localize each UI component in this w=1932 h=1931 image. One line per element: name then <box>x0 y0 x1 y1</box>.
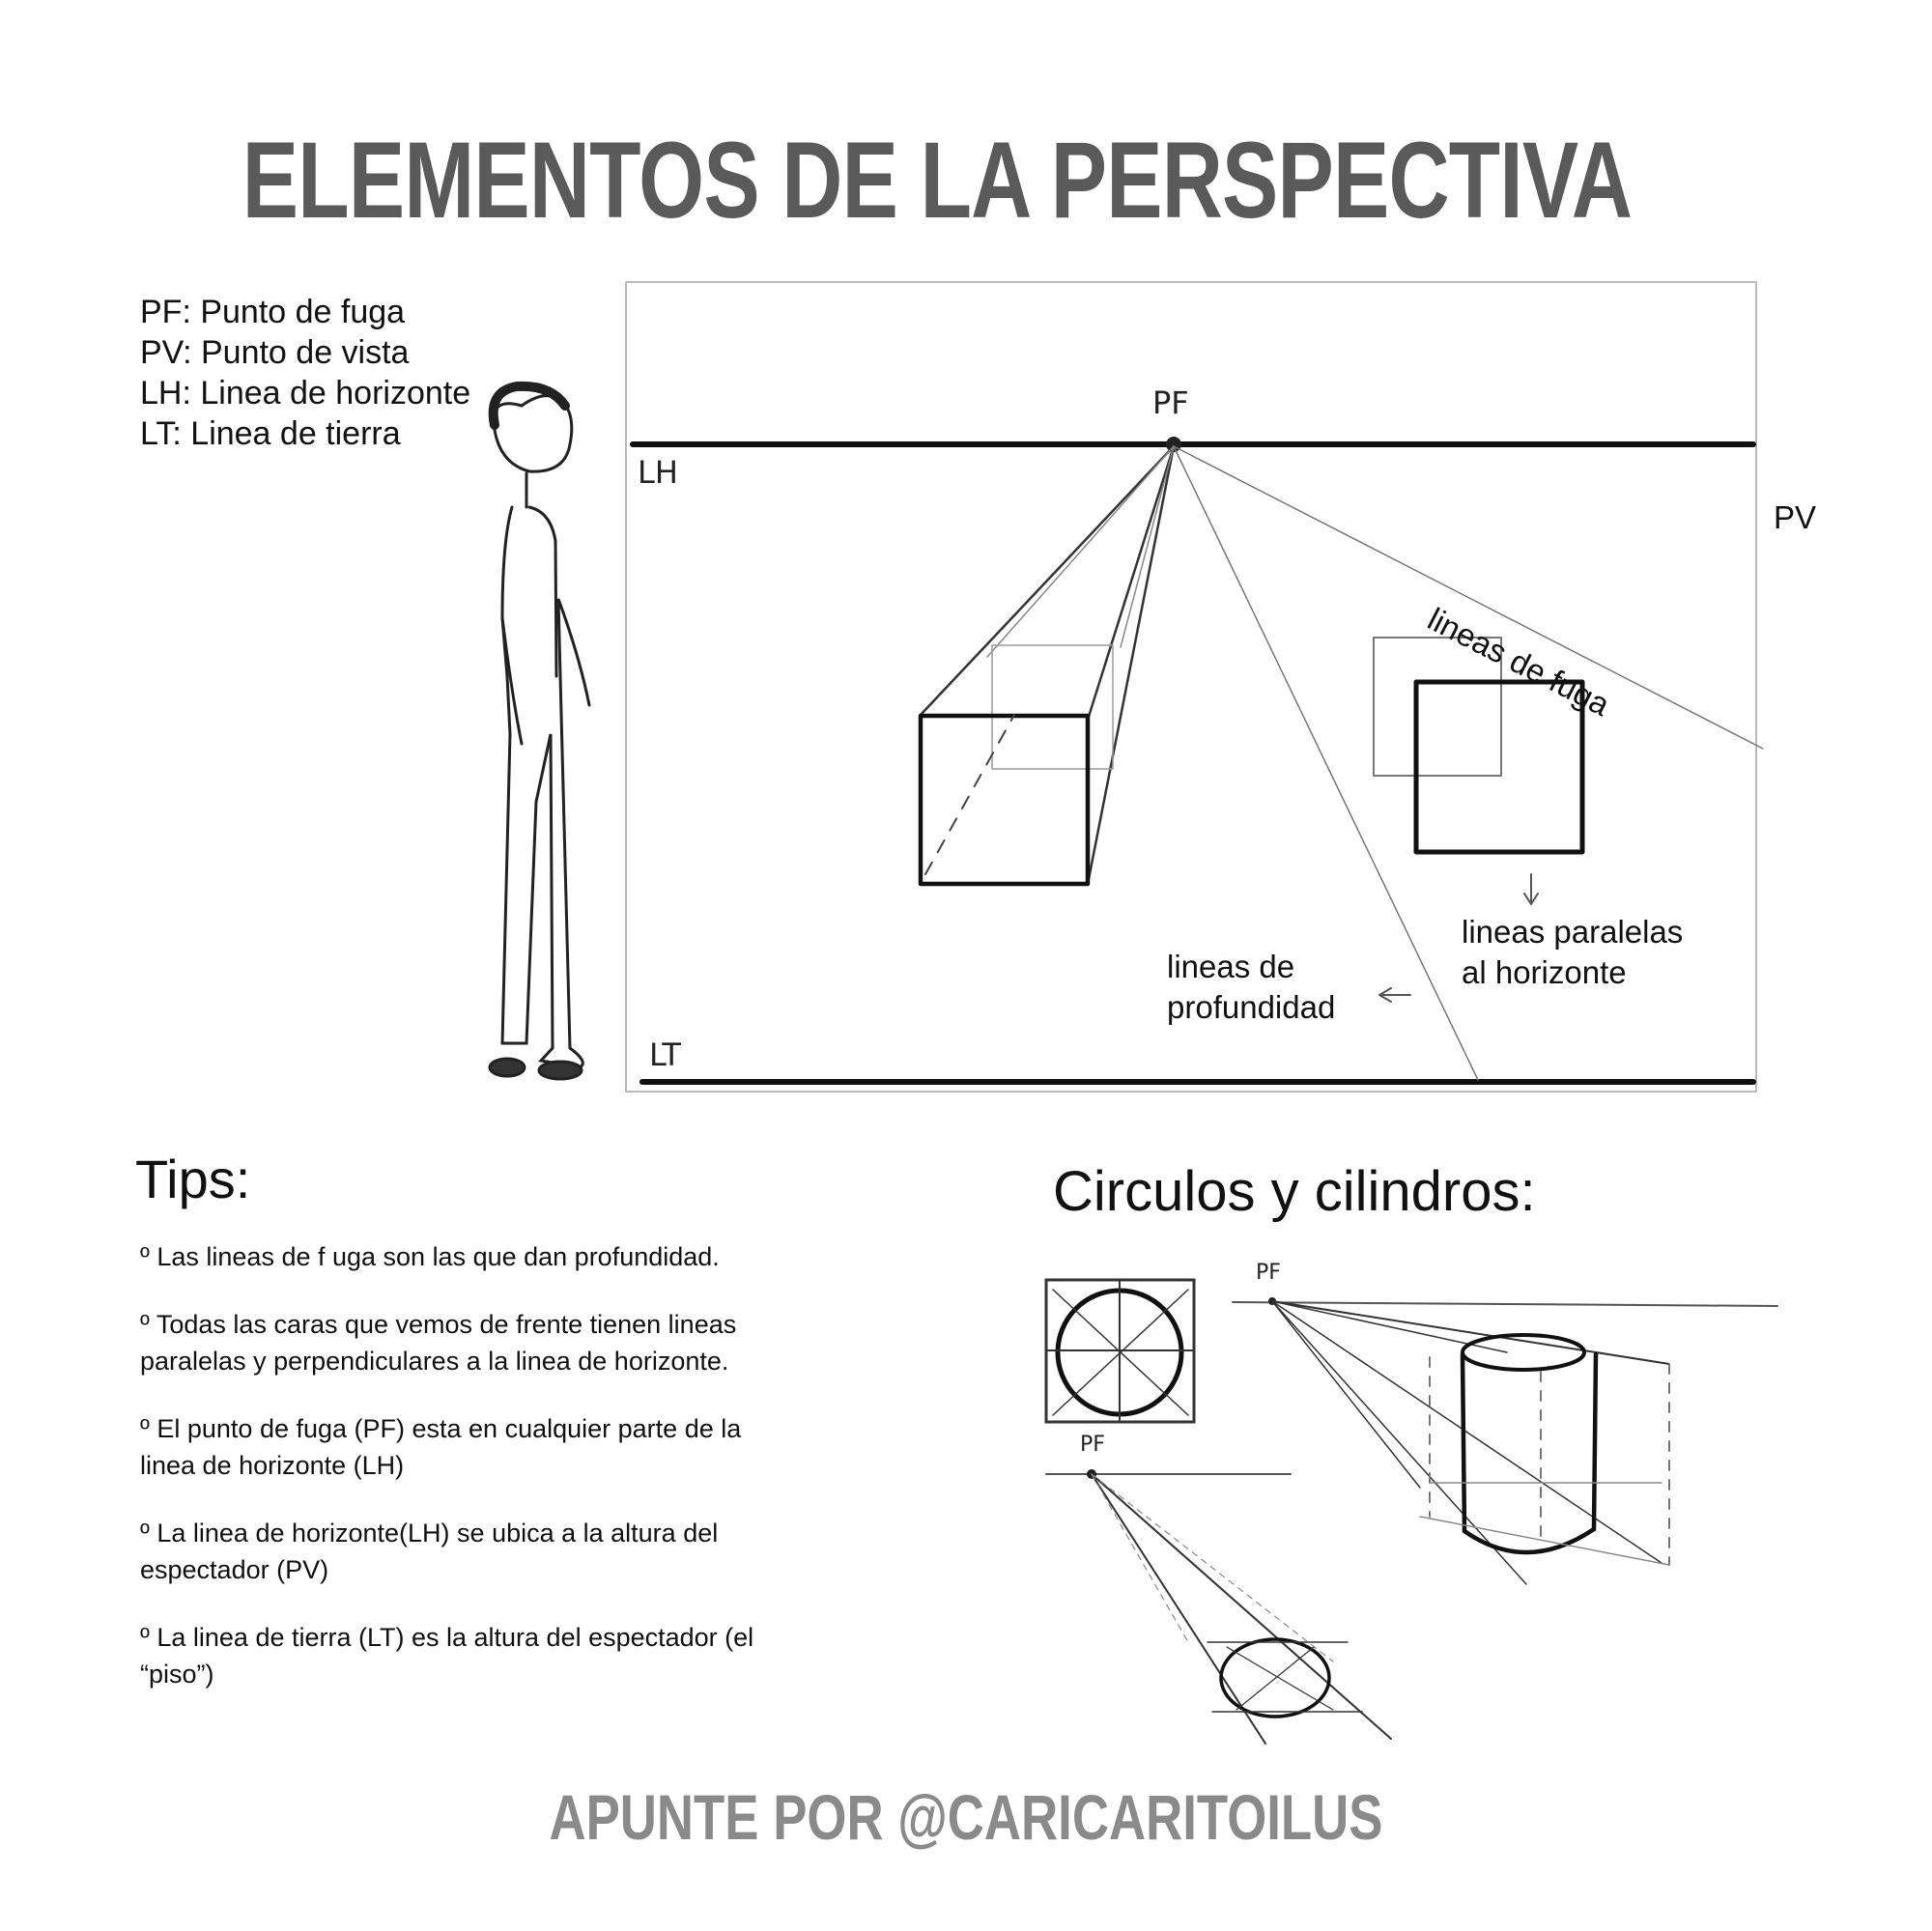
legend-item-lh: LH: Linea de horizonte <box>140 375 471 412</box>
profundidad-label <box>1167 947 1335 1028</box>
pf-label: PF <box>1152 384 1189 421</box>
circles-heading: Circulos y cilindros: <box>1053 1160 1536 1223</box>
paralelas-line-2: al horizonte <box>1462 954 1627 990</box>
pf-label-top: PF <box>1256 1261 1281 1285</box>
profundidad-line-1: lineas de <box>1167 949 1295 984</box>
tip-item: º La linea de tierra (LT) es la altura del espectador (el “piso”) <box>140 1623 754 1689</box>
tip-item: º La linea de horizonte(LH) se ubica a la altura del espectador (PV) <box>140 1519 719 1584</box>
legend-item-pf: PF: Punto de fuga <box>140 294 406 330</box>
lt-label: LT <box>649 1036 681 1073</box>
page-title: ELEMENTOS DE LA PERSPECTIVA <box>242 120 1633 241</box>
cylinder-body <box>1463 1354 1596 1552</box>
cube-left-front <box>921 716 1088 884</box>
spectator-figure <box>490 386 589 1079</box>
tip-item: º Todas las caras que vemos de frente tienen lineas paralelas y perpendiculares a la linea de horizonte. <box>140 1310 737 1376</box>
footer-credit: APUNTE POR @CARICARITOILUS <box>549 1781 1383 1853</box>
tips-list <box>140 1238 797 1723</box>
lh-label: LH <box>638 454 678 491</box>
legend-item-lt: LT: Linea de tierra <box>140 415 401 452</box>
legend-item-pv: PV: Punto de vista <box>140 334 410 371</box>
paralelas-label <box>1462 912 1683 993</box>
square-right-front <box>1416 682 1582 852</box>
tip-item: º El punto de fuga (PF) esta en cualquier parte de la linea de horizonte (LH) <box>140 1414 742 1480</box>
paralelas-line-1: lineas paralelas <box>1462 914 1684 950</box>
pv-label: PV <box>1774 499 1817 535</box>
profundidad-line-2: profundidad <box>1167 989 1336 1025</box>
pf-label-bottom: PF <box>1080 1433 1105 1457</box>
tip-item: º Las lineas de f uga son las que dan profundidad. <box>140 1242 720 1271</box>
vanishing-line-long <box>1174 446 1763 749</box>
fuga-label: lineas de fuga <box>1422 600 1616 724</box>
tips-heading: Tips: <box>135 1149 251 1209</box>
